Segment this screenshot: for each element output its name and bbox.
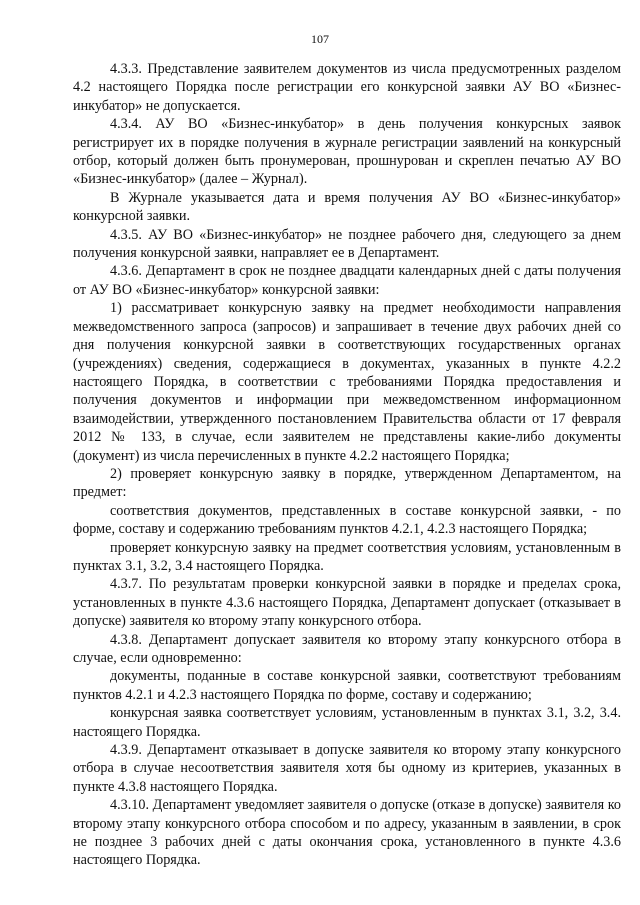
paragraph-documents-conformity: соответствия документов, представленных в составе конкурсной заявки, - по форме, составу и содержанию требованиям пунктов 4.2.1, 4.2.3 настоящего Порядка; [73,502,621,538]
paragraph-4-3-7: 4.3.7. По результатам проверки конкурсной заявки в порядке и пределах срока, установленных в пункте 4.3.6 настоящего Порядка, Департамент допускает (отказывает в допуске) заявителя ко второму этапу конкурсного отбора. [73,576,621,630]
paragraph-4-3-5: 4.3.5. АУ ВО «Бизнес-инкубатор» не позднее рабочего дня, следующего за днем получения конкурсной заявки, направляет ее в Департамент. [73,226,621,262]
document-body [73,60,621,870]
paragraph-conditions-check: проверяет конкурсную заявку на предмет соответствия условиям, установленным в пунктах 3.1, 3.2, 3.4 настоящего Порядка. [73,539,621,574]
paragraph-4-3-6-item-2: 2) проверяет конкурсную заявку в порядке, утвержденном Департаментом, на предмет: [73,465,621,501]
paragraph-4-3-8-documents: документы, поданные в составе конкурсной заявки, соответствуют требованиям пунктов 4.2.1 и 4.2.3 настоящего Порядка по форме, составу и содержанию; [73,668,621,703]
paragraph-4-3-4: 4.3.4. АУ ВО «Бизнес-инкубатор» в день получения конкурсных заявок регистрирует их в порядке получения в журнале регистрации заявлений на конкурсный отбор, который должен быть пронумерован, прошнурован и скреплен печатью АУ ВО «Бизнес-инкубатор» (далее – Журнал). [73,116,621,188]
paragraph-journal-note: В Журнале указывается дата и время получения АУ ВО «Бизнес-инкубатор» конкурсной заявки. [73,189,621,225]
paragraph-4-3-6-item-1: 1) рассматривает конкурсную заявку на предмет необходимости направления межведомственного запроса (запросов) и запрашивает в течение двух рабочих дней со дня получения конкурсной заявки в соответствующих государственных органах (учреждениях) сведения, содержащиеся в документах, указанных в пункте 4.2.2 настоящего Порядка, в соответствии с требованиями Порядка предоставления и получения документов и информации при межведомственном информационном взаимодействии, утвержденного постановлением Правительства области от 17 февраля 2012 № 133, в случае, если заявителем не представлены какие-либо документы (документ) из числа перечисленных в пункте 4.2.2 настоящего Порядка; [73,300,621,464]
paragraph-4-3-3: 4.3.3. Представление заявителем документов из числа предусмотренных разделом 4.2 настоящего Порядка после регистрации его конкурсной заявки АУ ВО «Бизнес-инкубатор» не допускается. [73,61,621,114]
paragraph-4-3-8: 4.3.8. Департамент допускает заявителя ко второму этапу конкурсного отбора в случае, если одновременно: [73,631,621,666]
page-number: 107 [311,32,329,46]
paragraph-4-3-6: 4.3.6. Департамент в срок не позднее двадцати календарных дней с даты получения от АУ ВО «Бизнес-инкубатор» конкурсной заявки: [73,263,621,298]
paragraph-4-3-9: 4.3.9. Департамент отказывает в допуске заявителя ко второму этапу конкурсного отбора в случае несоответствия заявителя хотя бы одному из критериев, указанных в пункте 4.3.8 настоящего Порядка. [73,742,621,795]
paragraph-4-3-8-conditions: конкурсная заявка соответствует условиям, установленным в пунктах 3.1, 3.2, 3.4. настоящего Порядка. [73,705,621,740]
paragraph-4-3-10: 4.3.10. Департамент уведомляет заявителя о допуске (отказе в допуске) заявителя ко второму этапу конкурсного отбора способом и по адресу, указанным в заявлении, в срок не позднее 3 рабочих дней с даты окончания срока, установленного в пункте 4.3.6 настоящего Порядка. [73,797,621,869]
